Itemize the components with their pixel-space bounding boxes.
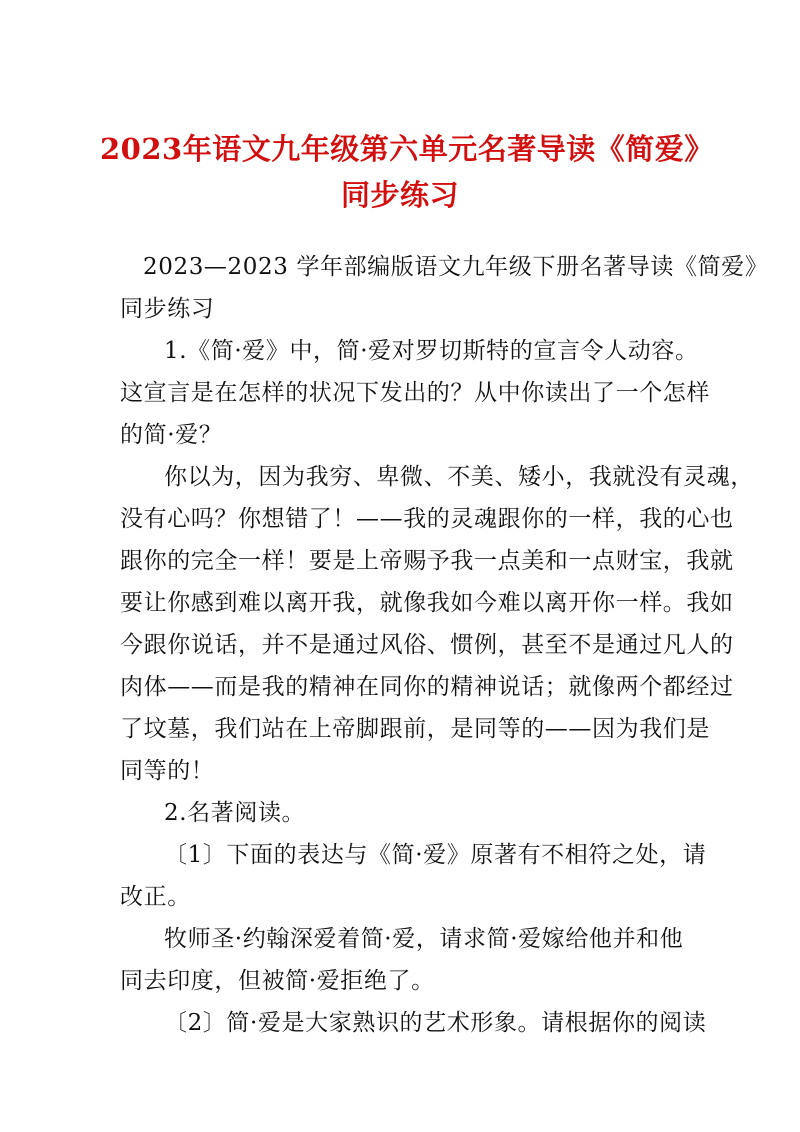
quote-line: 今跟你说话，并不是通过风俗、惯例，甚至不是通过凡人的 [120,632,734,658]
subquestion-1-line: 改正。 [120,884,191,910]
statement-line: 牧师圣·约翰深爱着简·爱，请求简·爱嫁给他并和他 [164,926,684,952]
question-1-line: 1.《简·爱》中，简·爱对罗切斯特的宣言令人动容。 [164,338,699,364]
quote-line: 了坟墓，我们站在上帝脚跟前，是同等的——因为我们是 [120,716,710,742]
document-title-line1: 2023年语文九年级第六单元名著导读《简爱》 [100,132,714,166]
question-2-line: 2.名著阅读。 [164,800,306,826]
question-1-line: 的简·爱？ [120,422,223,448]
question-1-line: 这宣言是在怎样的状况下发出的？从中你读出了一个怎样 [120,380,710,406]
subquestion-1-line: 〔1〕下面的表达与《简·爱》原著有不相符之处，请 [164,842,707,868]
subquestion-2-line: 〔2〕简·爱是大家熟识的艺术形象。请根据你的阅读 [164,1010,707,1036]
quote-line: 肉体——而是我的精神在同你的精神说话；就像两个都经过 [120,674,734,700]
paragraph-line: 2023—2023 学年部编版语文九年级下册名著导读《简爱》 [143,254,769,280]
statement-line: 同去印度，但被简·爱拒绝了。 [120,968,435,994]
quote-line: 要让你感到难以离开我，就像我如今难以离开你一样。我如 [120,590,734,616]
quote-line: 没有心吗？你想错了！——我的灵魂跟你的一样，我的心也 [120,506,734,532]
quote-line: 跟你的完全一样！要是上帝赐予我一点美和一点财宝，我就 [120,548,734,574]
quote-line: 同等的！ [120,758,215,784]
document-title-line2: 同步练习 [340,178,459,212]
quote-line: 你以为，因为我穷、卑微、不美、矮小，我就没有灵魂， [164,464,754,490]
paragraph-line: 同步练习 [120,296,215,322]
